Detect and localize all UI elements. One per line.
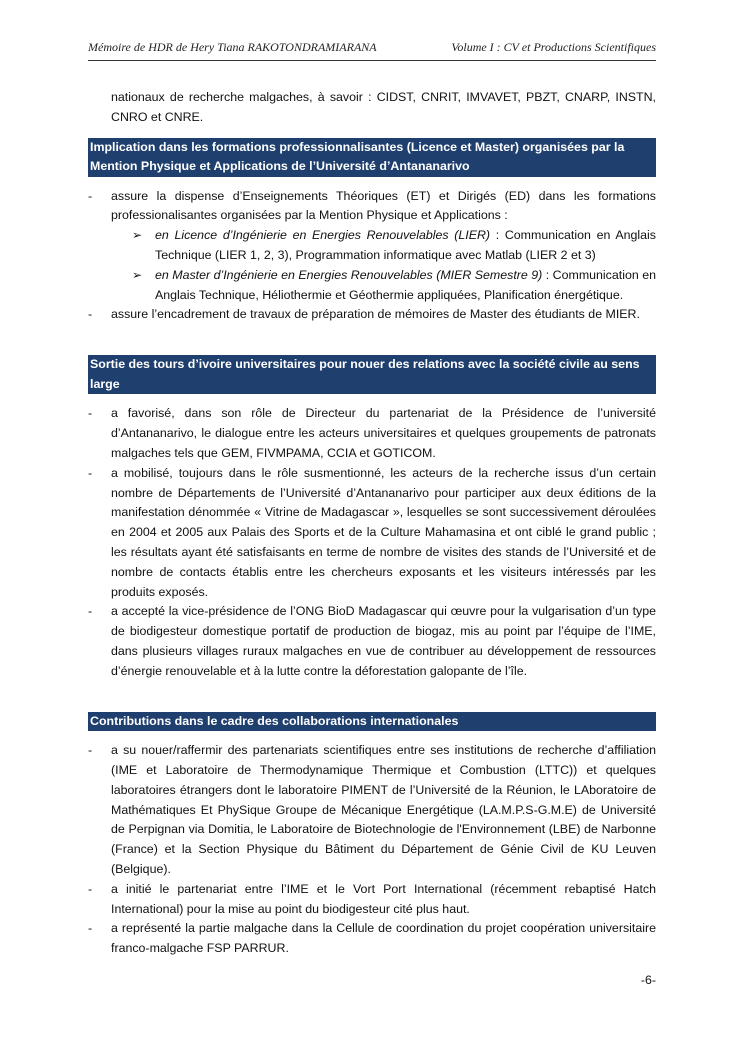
header-rule (88, 60, 656, 61)
item-text: a mobilisé, toujours dans le rôle susmentionné, les acteurs de la recherche issus d’un certain nombre de Départements de l’Université d’Antananarivo pour participer aux deux éditions de la manifestation dénommée « Vitrine de Madagascar », lesquelles se sont successivement déroulées en 2004 et 2005 aux Palais des Sports et de la Culture Mahamasina et ont ciblé le grand public ; les résultats ayant été satisfaisants en terme de nombre de visites des stands de l’Université et de nombre de contacts établis entre les chercheurs exposants et les visiteurs intéressés par les produits exposés. (111, 465, 656, 599)
sub-item-italic: en Master d’Ingénierie en Energies Renouvelables (MIER Semestre 9) (155, 267, 543, 282)
formations-list (88, 187, 656, 326)
societe-civile-list (88, 404, 656, 681)
sub-item-text: : Communication en Anglais Technique, Héliothermie et Géothermie appliquées, Planification énergétique. (155, 267, 656, 302)
header-author: Mémoire de HDR de Hery Tiana RAKOTONDRAMIARANA (88, 40, 377, 54)
sub-list-item (132, 266, 656, 306)
sub-list (111, 226, 656, 305)
list-item (88, 187, 656, 306)
collaborations-list (88, 741, 656, 959)
section-heading-formations: Implication dans les formations professionnalisantes (Licence et Master) organisées par la Mention Physique et Applications de l’Université d’Antananarivo (88, 138, 656, 177)
section-heading-collaborations: Contributions dans le cadre des collaborations internationales (88, 712, 656, 732)
item-text: assure la dispense d’Enseignements Théoriques (ET) et Dirigés (ED) dans les formations professionalisantes organisées par la Mention Physique et Applications : (111, 188, 656, 223)
page-number: -6- (640, 973, 656, 987)
list-item (88, 464, 656, 603)
item-text: a représenté la partie malgache dans la Cellule de coordination du projet coopération universitaire franco-malgache FSP PARRUR. (111, 921, 656, 956)
sub-list-item (132, 226, 656, 266)
item-text: a accepté la vice-présidence de l’ONG BioD Madagascar qui œuvre pour la vulgarisation d’un type de biodigesteur domestique portatif de production de biogaz, mis au point par l’équipe de l’IME, dans plusieurs villages ruraux malgaches en vue de contribuer au développement de ressources d’énergie renouvelable et à la lutte contre la déforestation galopante de l’île. (111, 604, 656, 678)
page-content (88, 88, 656, 959)
item-text: assure l’encadrement de travaux de préparation de mémoires de Master des étudiants de MIER. (111, 307, 640, 322)
arrow-bullet-icon: ➢ (132, 267, 143, 282)
arrow-bullet-icon: ➢ (132, 228, 143, 243)
list-item (88, 919, 656, 959)
item-text: a favorisé, dans son rôle de Directeur du partenariat de la Présidence de l’université d’Antananarivo, le dialogue entre les acteurs universitaires et quelques groupements de patronats malgaches tels que GEM, FIVMPAMA, CCIA et GOTICOM. (111, 406, 656, 461)
section-heading-societe-civile: Sortie des tours d’ivoire universitaires pour nouer des relations avec la société civile au sens large (88, 355, 656, 394)
sub-item-text: : Communication en Anglais Technique (LIER 1, 2, 3), Programmation informatique avec Matlab (LIER 2 et 3) (155, 228, 656, 262)
list-item (88, 305, 656, 325)
item-text: a initié le partenariat entre l’IME et le Vort Port International (récemment rebaptisé Hatch International) pour la mise au point du biodigesteur cité plus haut. (111, 881, 656, 916)
list-item (88, 404, 656, 463)
sub-item-italic: en Licence d’Ingénierie en Energies Renouvelables (LIER) (155, 228, 491, 243)
list-item (88, 880, 656, 920)
continuation-paragraph: nationaux de recherche malgaches, à savoir : CIDST, CNRIT, IMVAVET, PBZT, CNARP, INSTN, CNRO et CNRE. (111, 90, 656, 124)
list-item (88, 602, 656, 681)
item-text: a su nouer/raffermir des partenariats scientifiques entre ses institutions de recherche d’affiliation (IME et Laboratoire de Thermodynamique Thermique et Combustion (LTTC)) et quelques laboratoires étrangers dont le laboratoire PIMENT de l’Université de la Réunion, le LAboratoire de Mathématiques Et PhySique Groupe de Mécanique Energétique (LA.M.P.S-G.M.E) de Université de Perpignan via Domitia, le Laboratoire de Biotechnologie de l'Environnement (LBE) de Narbonne (France) et la Section Physique du Bâtiment du Département de Génie Civil de KU Leuven (Belgique). (111, 743, 656, 876)
header-volume: Volume I : CV et Productions Scientifiques (451, 40, 656, 54)
list-item (88, 741, 656, 880)
